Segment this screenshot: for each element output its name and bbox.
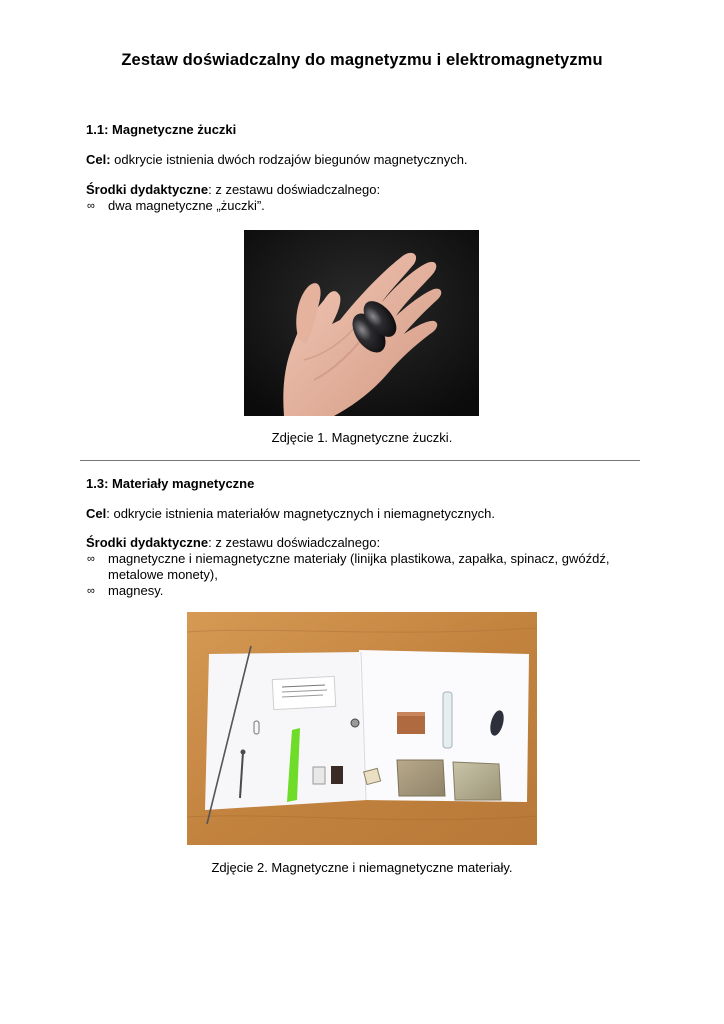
bullet-icon: ∞ [87,585,95,597]
means-text: : z zestawu doświadczalnego: [208,182,381,197]
list-item: magnetyczne i niemagnetyczne materiały (linijka plastikowa, zapałka, spinacz, gwóźdź, [108,551,610,566]
section-2-goal [86,506,495,522]
photo-magnetic-beetles [244,230,479,416]
means-text: : z zestawu doświadczalnego: [208,535,381,550]
bullet-icon: ∞ [87,553,95,565]
section-1-means [86,182,380,198]
list-item: magnesy. [108,583,164,598]
caption-photo-2: Zdjęcie 2. Magnetyczne i niemagnetyczne materiały. [211,860,513,875]
goal-text: : odkrycie istnienia materiałów magnetycznych i niemagnetycznych. [106,506,495,521]
list-item-continuation: metalowe monety), [108,567,218,582]
section-2-heading: 1.3: Materiały magnetyczne [86,476,255,491]
list-item: dwa magnetyczne „żuczki”. [108,198,265,213]
materials-photo-image [187,612,537,845]
goal-text: odkrycie istnienia dwóch rodzajów biegunów magnetycznych. [110,152,468,167]
photo-materials [187,612,537,845]
means-label: Środki dydaktyczne [86,535,209,550]
bullet-icon: ∞ [87,200,95,212]
caption-photo-1: Zdjęcie 1. Magnetyczne żuczki. [271,430,453,445]
hand-photo-image [244,230,479,416]
goal-label: Cel [86,506,107,521]
section-divider [80,460,640,461]
document-title: Zestaw doświadczalny do magnetyzmu i elektromagnetyzmu [121,51,603,69]
means-label: Środki dydaktyczne [86,182,209,197]
goal-label: Cel: [86,152,111,167]
section-1-heading: 1.1: Magnetyczne żuczki [86,122,237,137]
section-1-goal [86,152,468,168]
section-2-means [86,535,380,551]
